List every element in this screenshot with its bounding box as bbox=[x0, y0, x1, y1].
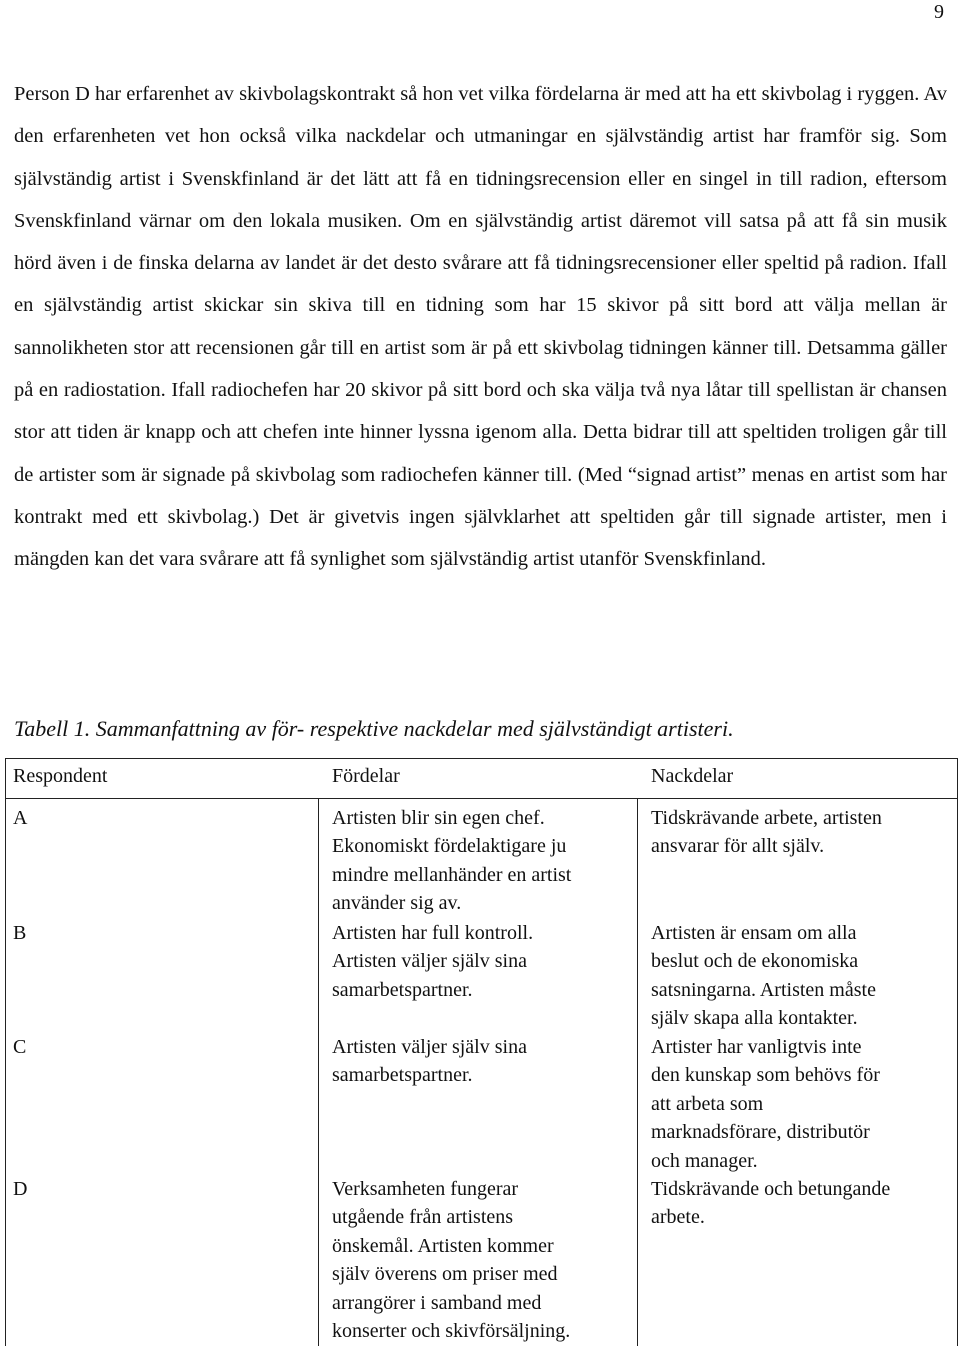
table-row-b-fordelar: Artisten har full kontroll. Artisten väljer själv sina samarbetspartner. bbox=[332, 922, 534, 1001]
table-row-a-nackdelar: Tidskrävande arbete, artisten ansvarar för allt själv. bbox=[651, 807, 882, 858]
table-caption: Tabell 1. Sammanfattning av för- respektive nackdelar med självständigt artisteri. bbox=[14, 716, 734, 741]
table-border-top bbox=[5, 758, 958, 759]
page-number: 9 bbox=[934, 1, 944, 23]
summary-table bbox=[0, 758, 960, 1346]
table-row-d-respondent: D bbox=[13, 1178, 28, 1200]
table-header-fordelar: Fördelar bbox=[332, 765, 400, 787]
table-row-a-respondent: A bbox=[13, 807, 28, 829]
table-border-left bbox=[5, 758, 6, 798]
table-col-divider-4 bbox=[957, 798, 958, 1346]
table-header-respondent: Respondent bbox=[13, 765, 108, 787]
table-row-d-nackdelar: Tidskrävande och betungande arbete. bbox=[651, 1178, 891, 1229]
table-col-divider-3 bbox=[637, 798, 638, 1346]
table-row-b-respondent: B bbox=[13, 922, 27, 944]
table-row-a-fordelar: Artisten blir sin egen chef. Ekonomiskt fördelaktigare ju mindre mellanhänder en artist använder sig av. bbox=[332, 807, 572, 915]
table-row-c-respondent: C bbox=[13, 1036, 27, 1058]
table-row-c-fordelar: Artisten väljer själv sina samarbetspartner. bbox=[332, 1036, 527, 1087]
table-header-nackdelar: Nackdelar bbox=[651, 765, 734, 787]
table-col-divider-1 bbox=[5, 798, 6, 1346]
table-row-d-fordelar: Verksamheten fungerar utgående från artistens önskemål. Artisten kommer själv överens om priser med arrangörer i samband med konserter och skivförsäljning. bbox=[332, 1178, 571, 1343]
table-col-divider-2 bbox=[318, 798, 319, 1346]
body-paragraph: Person D har erfarenhet av skivbolagskontrakt så hon vet vilka fördelarna är med att ha ett skivbolag i ryggen. Av den erfarenheten vet hon också vilka nackdelar och utmaningar en självständig artist har framför sig. Som självständig artist i Svenskfinland är det lätt att få en tidningsrecension eller en singel in till radion, eftersom Svenskfinland värnar om den lokala musiken. Om en självständig artist däremot vill satsa på att få sin musik hörd även i de finska delarna av landet är det desto svårare att få tidningsrecensioner eller speltid på radion. Ifall en självständig artist skickar sin skiva till en tidning som har 15 skivor på sitt bord att välja mellan är sannolikheten stor att recensionen går till en artist som är på ett skivbolag tidningen känner till. Detsamma gäller på en radiostation. Ifall radiochefen har 20 skivor på sitt bord och ska välja två nya låtar till spellistan är chansen stor att tiden är knapp och att chefen inte hinner lyssna igenom alla. Detta bidrar till att speltiden troligen går till de artister som är signade på skivbolag som radiochefen känner till. (Med “signad artist” menas en artist som har kontrakt med ett skivbolag.) Det är givetvis ingen självklarhet att speltiden går till signade artister, men i mängden kan det vara svårare att få synlighet som självständig artist utanför Svenskfinland. bbox=[14, 83, 947, 571]
table-row-c-nackdelar: Artister har vanligtvis inte den kunskap som behövs för att arbeta som marknadsförare, distributör och manager. bbox=[651, 1036, 880, 1172]
table-header-divider bbox=[5, 798, 958, 799]
table-border-right bbox=[957, 758, 958, 798]
table-row-b-nackdelar: Artisten är ensam om alla beslut och de ekonomiska satsningarna. Artisten måste själv skapa alla kontakter. bbox=[651, 922, 876, 1030]
